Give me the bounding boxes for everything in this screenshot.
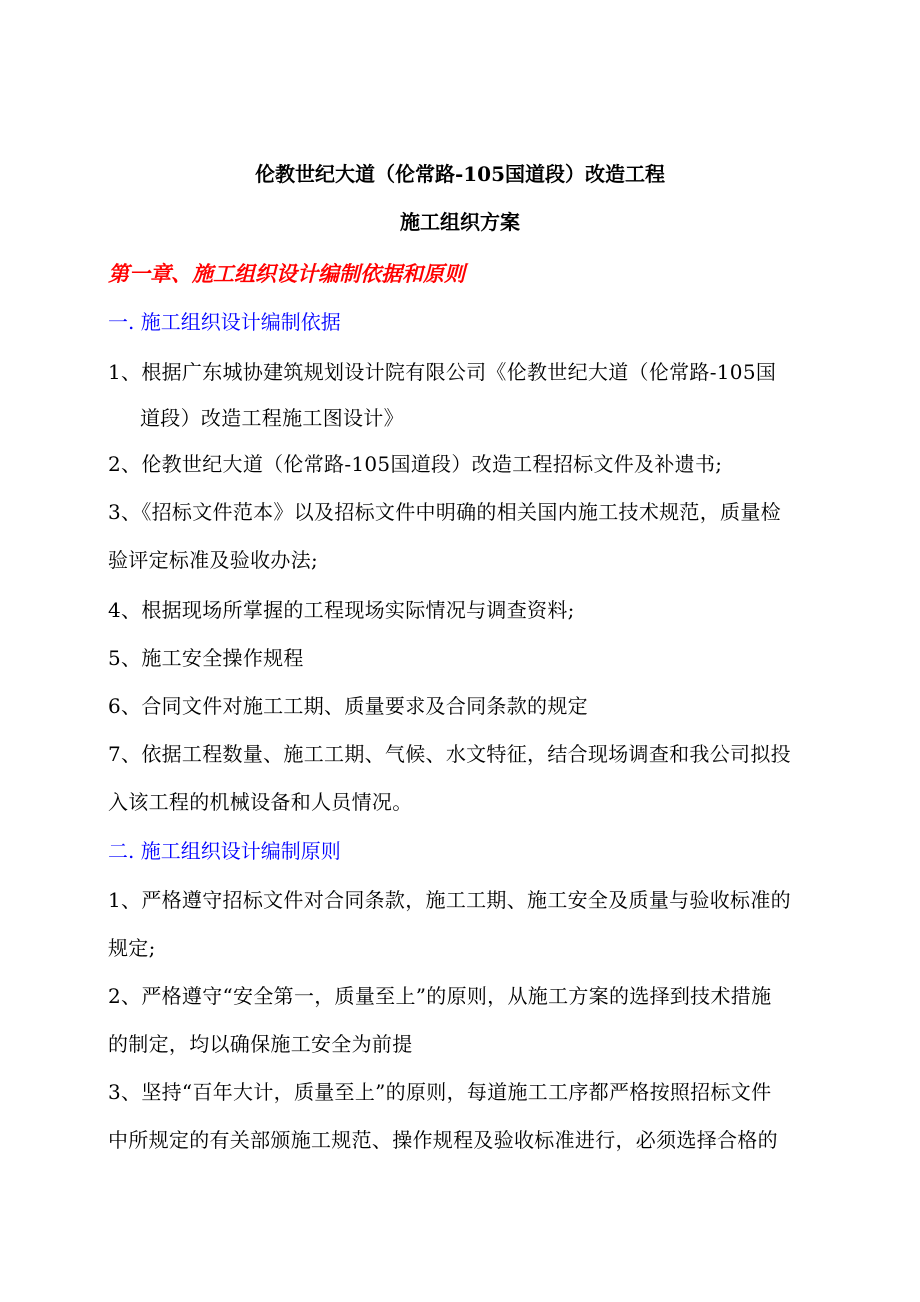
paragraph-line: 4、根据现场所掌握的工程现场实际情况与调查资料; [108,598,575,622]
paragraph-line: 3、《招标文件范本》以及招标文件中明确的相关国内施工技术规范，质量检 [108,500,781,524]
paragraph-line: 2、伦教世纪大道（伦常路-105国道段）改造工程招标文件及补遗书; [108,452,723,476]
document-title: 伦教世纪大道（伦常路-105国道段）改造工程 [254,162,666,186]
paragraph-line: 的制定，均以确保施工安全为前提 [108,1032,413,1056]
paragraph-line: 7、依据工程数量、施工工期、气候、水文特征，结合现场调查和我公司拟投 [108,742,791,766]
paragraph-line: 2、严格遵守“安全第一，质量至上”的原则，从施工方案的选择到技术措施 [108,984,772,1008]
document-subtitle: 施工组织方案 [400,210,520,234]
paragraph-line: 5、施工安全操作规程 [108,646,304,670]
paragraph-line: 入该工程的机械设备和人员情况。 [108,790,413,814]
paragraph-line: 6、合同文件对施工工期、质量要求及合同条款的规定 [108,694,588,718]
chapter-heading: 第一章、施工组织设计编制依据和原则 [108,261,465,286]
paragraph-line: 1、严格遵守招标文件对合同条款，施工工期、施工安全及质量与验收标准的 [108,888,791,912]
section-heading-principles: 二. 施工组织设计编制原则 [108,839,341,863]
paragraph-line: 中所规定的有关部颁施工规范、操作规程及验收标准进行，必须选择合格的 [108,1128,778,1152]
paragraph-line: 规定; [108,936,156,960]
paragraph-line: 1、根据广东城协建筑规划设计院有限公司《伦教世纪大道（伦常路-105国 [108,360,777,384]
section-heading-basis: 一. 施工组织设计编制依据 [108,310,341,334]
paragraph-line: 道段）改造工程施工图设计》 [140,406,404,430]
paragraph-line: 3、坚持“百年大计，质量至上”的原则，每道施工工序都严格按照招标文件 [108,1080,772,1104]
paragraph-line: 验评定标准及验收办法; [108,548,319,572]
